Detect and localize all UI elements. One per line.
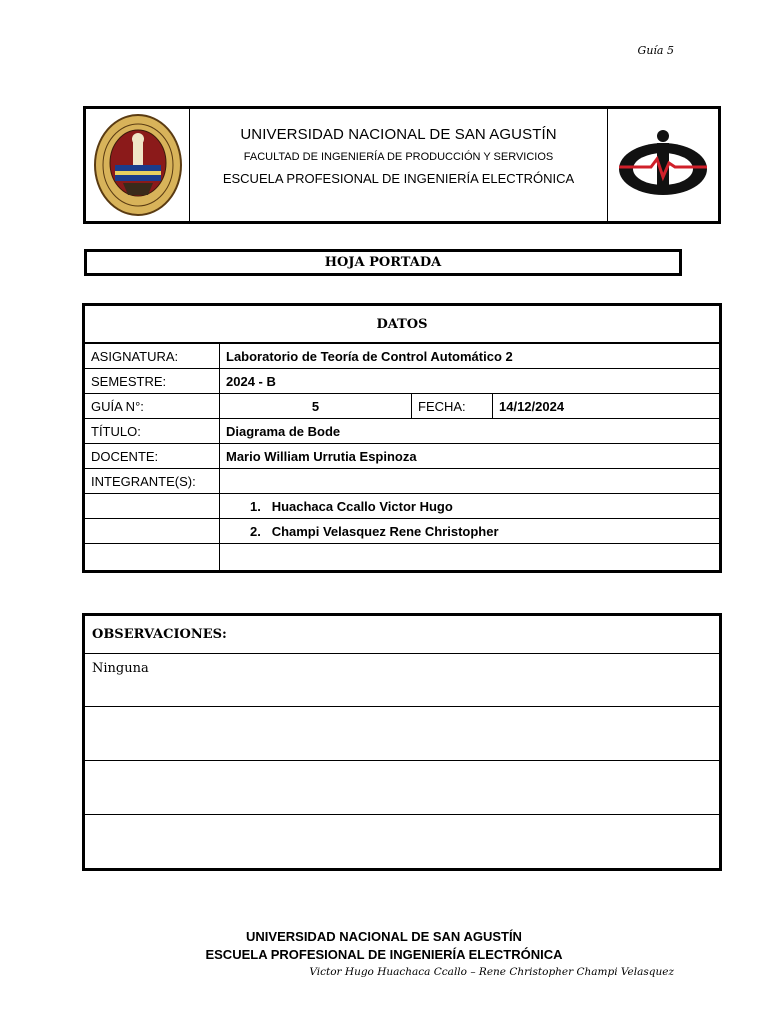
university-seal-logo [86, 109, 190, 221]
table-row [85, 394, 719, 419]
member-name: Champi Velasquez Rene Christopher [271, 523, 499, 539]
guia-value: 5 [220, 394, 412, 419]
table-row [85, 419, 719, 444]
docente-value: Mario William Urrutia Espinoza [220, 444, 720, 469]
school-logo [608, 109, 718, 221]
semestre-value: 2024 - B [220, 369, 720, 394]
table-row [85, 469, 719, 494]
titulo-value: Diagrama de Bode [220, 419, 720, 444]
table-row [85, 444, 719, 469]
fecha-value: 14/12/2024 [493, 394, 720, 419]
faculty-name: FACULTAD DE INGENIERÍA DE PRODUCCIÓN Y SERVICIOS [243, 151, 554, 163]
electronics-logo-icon [615, 129, 711, 201]
page-header-note: Guía 5 [637, 44, 674, 57]
table-row [85, 519, 719, 544]
cover-title: HOJA PORTADA [84, 249, 682, 276]
footer-authors: Victor Hugo Huachaca Ccallo – Rene Christopher Champi Velasquez [309, 966, 674, 978]
fecha-label: FECHA: [412, 394, 493, 419]
institution-header [83, 106, 721, 224]
datos-title: DATOS [85, 306, 719, 343]
integrantes-label: INTEGRANTE(S): [85, 469, 220, 494]
observaciones-blank-row [85, 815, 719, 868]
observaciones-blank-row [85, 707, 719, 761]
table-row [85, 369, 719, 394]
table-row [85, 343, 719, 369]
titulo-label: TÍTULO: [85, 419, 220, 444]
seal-icon [93, 113, 183, 217]
asignatura-value: Laboratorio de Teoría de Control Automático 2 [220, 343, 720, 369]
asignatura-label: ASIGNATURA: [85, 343, 220, 369]
member-item: 1. Huachaca Ccallo Victor Hugo [220, 494, 720, 519]
guia-label: GUÍA N°: [85, 394, 220, 419]
observaciones-blank-row [85, 761, 719, 815]
member-name: Huachaca Ccallo Victor Hugo [271, 498, 453, 514]
docente-label: DOCENTE: [85, 444, 220, 469]
observaciones-title: OBSERVACIONES: [85, 616, 719, 654]
member-item: 2. Champi Velasquez Rene Christopher [220, 519, 720, 544]
footer-university: UNIVERSIDAD NACIONAL DE SAN AGUSTÍN [246, 929, 522, 944]
table-row [85, 544, 719, 571]
footer-school: ESCUELA PROFESIONAL DE INGENIERÍA ELECTRÓNICA [205, 947, 563, 962]
university-name: UNIVERSIDAD NACIONAL DE SAN AGUSTÍN [240, 126, 557, 143]
datos-table [82, 303, 722, 573]
school-name: ESCUELA PROFESIONAL DE INGENIERÍA ELECTRÓNICA [222, 171, 575, 186]
observaciones-box [82, 613, 722, 871]
semestre-label: SEMESTRE: [85, 369, 220, 394]
table-row [85, 494, 719, 519]
observaciones-text: Ninguna [85, 654, 719, 707]
